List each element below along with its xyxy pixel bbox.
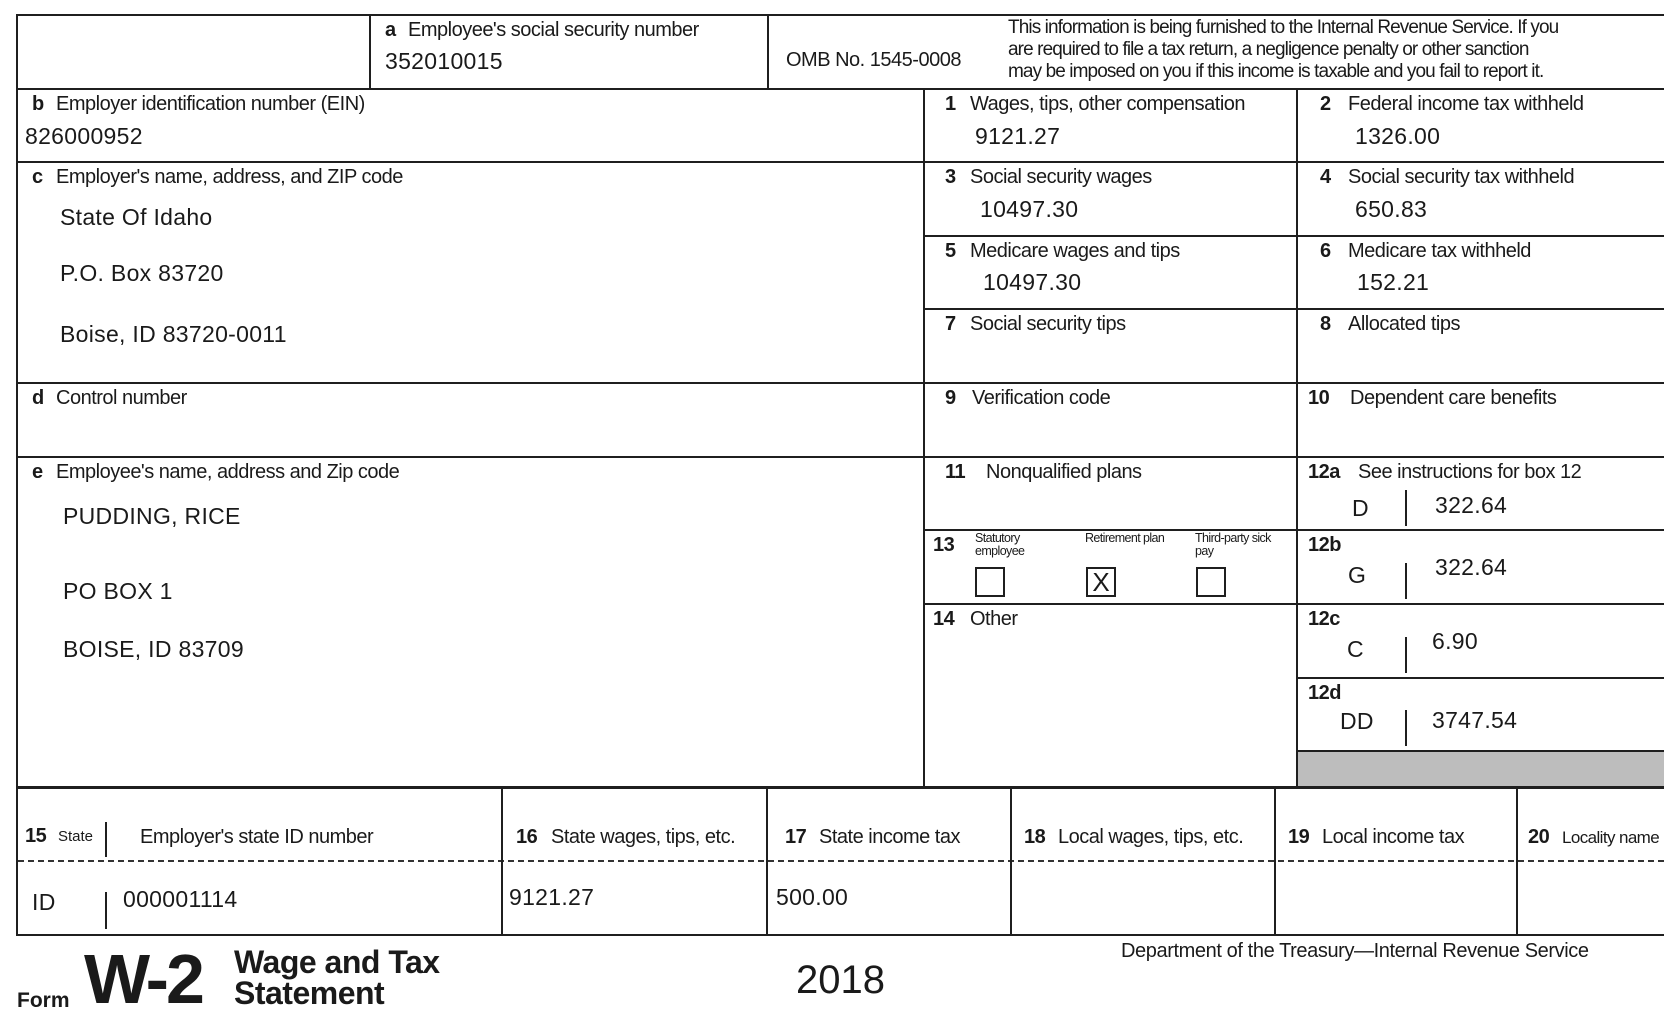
box-7-label: Social security tips (970, 313, 1126, 335)
retirement-plan-label: Retirement plan (1085, 531, 1165, 545)
box-20-num: 20 (1528, 826, 1550, 848)
retirement-plan-checkbox[interactable]: X (1086, 567, 1116, 597)
box-1-value: 9121.27 (975, 123, 1061, 149)
row-line (16, 786, 1664, 789)
form-title-line2: Statement (234, 975, 385, 1011)
col-line (1516, 788, 1518, 934)
box-14-label: Other (970, 608, 1018, 630)
row-line (1296, 677, 1664, 679)
col-line (767, 14, 769, 88)
box-12a-value: 322.64 (1435, 492, 1508, 518)
box-17-label: State income tax (819, 826, 960, 848)
box-a-label: Employee's social security number (408, 19, 699, 41)
form-top-border (16, 14, 1664, 16)
box-13-num: 13 (933, 534, 955, 556)
row-line (16, 456, 1664, 458)
box-11-label: Nonqualified plans (986, 461, 1142, 483)
box-4-value: 650.83 (1355, 196, 1428, 222)
form-title-line1: Wage and Tax (234, 944, 440, 980)
employer-address: P.O. Box 83720 (60, 260, 224, 286)
row-line (923, 529, 1664, 531)
shaded-area (1298, 752, 1664, 786)
tick-line (105, 822, 107, 857)
box-1-label: Wages, tips, other compensation (970, 93, 1246, 115)
box-a-letter: a (385, 19, 396, 41)
box-12a-code: D (1352, 495, 1369, 521)
tick-line (105, 892, 107, 929)
box-c-label: Employer's name, address, and ZIP code (56, 166, 403, 188)
box-16-num: 16 (516, 826, 538, 848)
box-c-letter: c (32, 166, 43, 188)
box-12c-value: 6.90 (1432, 628, 1478, 654)
state-code: ID (32, 889, 56, 915)
box-7-num: 7 (945, 313, 956, 335)
employer-city: Boise, ID 83720-0011 (60, 321, 287, 347)
third-party-sick-pay-label: Third-party sick pay (1195, 531, 1271, 558)
row-line (16, 382, 1664, 384)
box-12d-num: 12d (1308, 682, 1341, 704)
employee-city: BOISE, ID 83709 (63, 636, 244, 662)
code-separator (1405, 710, 1407, 746)
box-16-value: 9121.27 (509, 884, 595, 910)
form-name: W-2 (84, 940, 202, 1018)
notice-line: are required to file a tax return, a negligence penalty or other sanction (1008, 39, 1529, 60)
box-17-num: 17 (785, 826, 807, 848)
box-3-num: 3 (945, 166, 956, 188)
dashed-line (18, 860, 1664, 862)
box-10-num: 10 (1308, 387, 1330, 409)
box-10-label: Dependent care benefits (1350, 387, 1557, 409)
box-2-value: 1326.00 (1355, 123, 1441, 149)
box-12c-num: 12c (1308, 608, 1340, 630)
box-b-label: Employer identification number (EIN) (56, 93, 365, 115)
box-8-num: 8 (1320, 313, 1331, 335)
col-line (923, 88, 925, 786)
box-11-num: 11 (945, 461, 966, 483)
box-4-label: Social security tax withheld (1348, 166, 1575, 188)
box-1-num: 1 (945, 93, 956, 115)
col-line (369, 14, 371, 88)
box-12b-num: 12b (1308, 534, 1341, 556)
box-d-label: Control number (56, 387, 187, 409)
row-line (16, 161, 1664, 163)
box-17-value: 500.00 (776, 884, 849, 910)
box-5-value: 10497.30 (983, 269, 1082, 295)
notice-line: This information is being furnished to the Internal Revenue Service. If you (1008, 17, 1559, 38)
code-separator (1405, 563, 1407, 599)
statutory-employee-label: Statutory employee (975, 531, 1025, 558)
box-2-num: 2 (1320, 93, 1331, 115)
box-d-letter: d (32, 387, 44, 409)
box-e-letter: e (32, 461, 43, 483)
row-line (16, 88, 1664, 90)
box-18-num: 18 (1024, 826, 1046, 848)
ein-value: 826000952 (25, 123, 143, 149)
form-left-border (16, 14, 18, 934)
box-8-label: Allocated tips (1348, 313, 1460, 335)
department-label: Department of the Treasury—Internal Revenue Service (1121, 940, 1589, 962)
box-12a-label: See instructions for box 12 (1358, 461, 1582, 483)
box-14-num: 14 (933, 608, 955, 630)
box-e-label: Employee's name, address and Zip code (56, 461, 400, 483)
row-line (923, 235, 1664, 237)
box-9-label: Verification code (972, 387, 1111, 409)
col-line (501, 788, 503, 934)
row-line (16, 934, 1664, 936)
box-15-state-label: State (58, 828, 94, 845)
col-line (1274, 788, 1276, 934)
box-12d-code: DD (1340, 708, 1374, 734)
box-3-label: Social security wages (970, 166, 1152, 188)
box-18-label: Local wages, tips, etc. (1058, 826, 1244, 848)
box-12c-code: C (1347, 636, 1364, 662)
box-20-label: Locality name (1562, 828, 1660, 847)
box-12b-value: 322.64 (1435, 554, 1508, 580)
tax-year: 2018 (796, 958, 885, 1002)
box-b-letter: b (32, 93, 44, 115)
col-line (766, 788, 768, 934)
box-16-label: State wages, tips, etc. (551, 826, 736, 848)
employee-address: PO BOX 1 (63, 578, 173, 604)
box-5-label: Medicare wages and tips (970, 240, 1180, 262)
row-line (923, 603, 1664, 605)
box-6-value: 152.21 (1357, 269, 1430, 295)
notice-line: may be imposed on you if this income is taxable and you fail to report it. (1008, 61, 1544, 82)
third-party-sick-pay-checkbox[interactable] (1196, 567, 1226, 597)
box-19-num: 19 (1288, 826, 1310, 848)
omb-number: OMB No. 1545-0008 (786, 49, 961, 71)
box-12a-num: 12a (1308, 461, 1340, 483)
employer-name: State Of Idaho (60, 204, 213, 230)
box-6-label: Medicare tax withheld (1348, 240, 1531, 262)
box-19-label: Local income tax (1322, 826, 1465, 848)
box-12d-value: 3747.54 (1432, 707, 1518, 733)
box-12b-code: G (1348, 562, 1367, 588)
code-separator (1405, 490, 1407, 526)
form-word: Form (17, 989, 70, 1012)
box-9-num: 9 (945, 387, 956, 409)
box-15-num: 15 (25, 825, 47, 847)
statutory-employee-checkbox[interactable] (975, 567, 1005, 597)
col-line (1010, 788, 1012, 934)
col-line (1296, 88, 1298, 786)
box-2-label: Federal income tax withheld (1348, 93, 1584, 115)
row-line (923, 308, 1664, 310)
code-separator (1405, 637, 1407, 673)
box-5-num: 5 (945, 240, 956, 262)
ssn-value: 352010015 (385, 48, 503, 74)
box-4-num: 4 (1320, 166, 1331, 188)
box-6-num: 6 (1320, 240, 1331, 262)
state-id-number: 000001114 (123, 886, 238, 912)
employee-name: PUDDING, RICE (63, 503, 241, 529)
box-15-id-label: Employer's state ID number (140, 826, 374, 848)
box-3-value: 10497.30 (980, 196, 1079, 222)
